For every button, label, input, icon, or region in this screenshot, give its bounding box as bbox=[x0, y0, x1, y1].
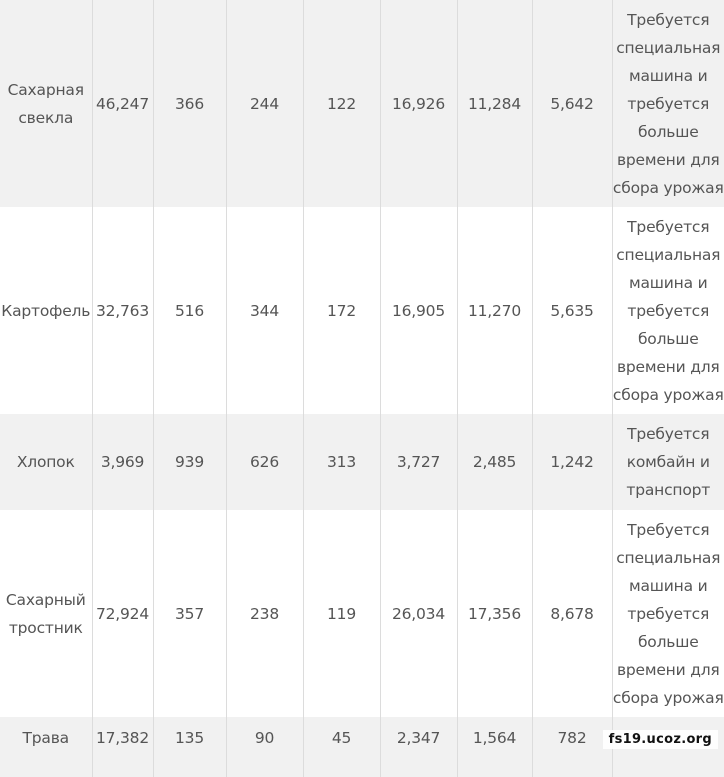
table-cell: 3,727 bbox=[380, 414, 457, 510]
crop-name: Трава bbox=[0, 717, 92, 777]
table-cell: 46,247 bbox=[92, 0, 153, 207]
table-cell: 244 bbox=[226, 0, 303, 207]
table-cell: 2,485 bbox=[457, 414, 532, 510]
table-row bbox=[0, 510, 724, 717]
table-cell: 626 bbox=[226, 414, 303, 510]
table-cell: 32,763 bbox=[92, 207, 153, 414]
table-cell: 344 bbox=[226, 207, 303, 414]
table-cell: 5,635 bbox=[532, 207, 612, 414]
table-cell: 939 bbox=[153, 414, 226, 510]
note-cell: Требуется специальная машина и требуется больше времени для сбора урожая bbox=[612, 510, 724, 717]
table-cell: 1,564 bbox=[457, 717, 532, 777]
table-cell: 17,382 bbox=[92, 717, 153, 777]
table-row bbox=[0, 414, 724, 510]
table-cell: 119 bbox=[303, 510, 380, 717]
table-cell: 11,284 bbox=[457, 0, 532, 207]
table-cell: 1,242 bbox=[532, 414, 612, 510]
note-cell: Требуется специальная машина и требуется больше времени для сбора урожая bbox=[612, 0, 724, 207]
table-cell: 516 bbox=[153, 207, 226, 414]
note-cell: Требуется специальная машина и требуется больше времени для сбора урожая bbox=[612, 207, 724, 414]
table-cell: 45 bbox=[303, 717, 380, 777]
table-cell: 3,969 bbox=[92, 414, 153, 510]
crop-name: Хлопок bbox=[0, 414, 92, 510]
note-cell: Требуется комбайн и транспорт bbox=[612, 414, 724, 510]
table-cell: 5,642 bbox=[532, 0, 612, 207]
table-cell: 2,347 bbox=[380, 717, 457, 777]
crop-name: Сахарная свекла bbox=[0, 0, 92, 207]
table-cell: 11,270 bbox=[457, 207, 532, 414]
table-cell: 8,678 bbox=[532, 510, 612, 717]
table-cell: 782 bbox=[532, 717, 612, 777]
site-watermark: fs19.ucoz.org bbox=[603, 730, 718, 749]
table-cell: 26,034 bbox=[380, 510, 457, 717]
crop-name: Сахарный тростник bbox=[0, 510, 92, 717]
table-cell: 357 bbox=[153, 510, 226, 717]
table-cell: 17,356 bbox=[457, 510, 532, 717]
table-row bbox=[0, 207, 724, 414]
table-cell: 135 bbox=[153, 717, 226, 777]
table-cell: 72,924 bbox=[92, 510, 153, 717]
crop-name: Картофель bbox=[0, 207, 92, 414]
table-cell: 16,905 bbox=[380, 207, 457, 414]
table-cell: 313 bbox=[303, 414, 380, 510]
table-cell: 238 bbox=[226, 510, 303, 717]
table-cell: 122 bbox=[303, 0, 380, 207]
table-cell: 90 bbox=[226, 717, 303, 777]
table-row bbox=[0, 0, 724, 207]
table-cell: 16,926 bbox=[380, 0, 457, 207]
table-cell: 366 bbox=[153, 0, 226, 207]
table-cell: 172 bbox=[303, 207, 380, 414]
